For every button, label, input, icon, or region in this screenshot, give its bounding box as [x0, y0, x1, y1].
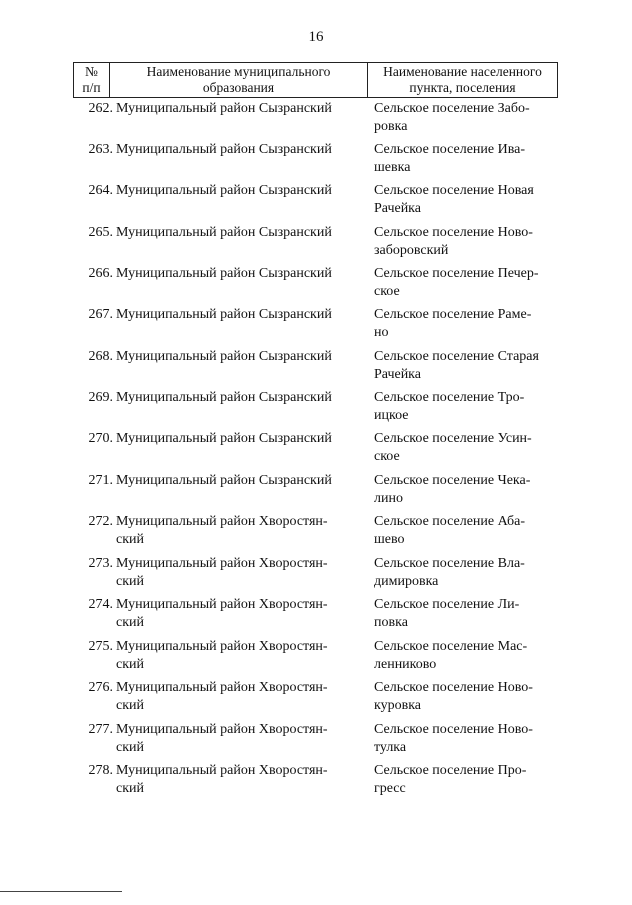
table-row [73, 100, 558, 140]
row-number: 276. [88, 680, 113, 695]
settlement-line: Сельское поселение Печер- [374, 266, 539, 281]
municipality-line: ский [116, 574, 144, 589]
municipality-line: Муниципальный район Сызранский [116, 349, 332, 364]
row-number: 266. [88, 266, 113, 281]
settlement-line: Сельское поселение Ново- [374, 722, 533, 737]
column-header-municipality-line-1: Наименование муниципального [146, 64, 331, 79]
municipality-cell [116, 265, 366, 283]
settlement-line: Сельское поселение Ива- [374, 142, 526, 157]
municipality-line: Муниципальный район Сызранский [116, 142, 332, 157]
municipality-cell [116, 430, 366, 448]
municipality-cell [116, 762, 366, 798]
municipality-cell [116, 596, 366, 632]
settlement-line: шево [374, 532, 405, 547]
row-number: 269. [88, 390, 113, 405]
column-header-settlement [368, 63, 557, 97]
table-row [73, 389, 558, 429]
settlement-cell [374, 389, 554, 425]
column-header-settlement-line-2: пункта, поселения [409, 80, 516, 95]
municipality-line: Муниципальный район Хворостян- [116, 722, 328, 737]
table-header [73, 62, 558, 98]
row-number: 272. [88, 514, 113, 529]
settlement-cell [374, 224, 554, 260]
column-header-number [74, 63, 110, 97]
row-number: 273. [88, 556, 113, 571]
municipality-line: ский [116, 698, 144, 713]
municipality-cell [116, 224, 366, 242]
settlement-cell [374, 638, 554, 674]
settlement-line: Сельское поселение Вла- [374, 556, 525, 571]
row-number: 268. [88, 349, 113, 364]
municipality-cell [116, 638, 366, 674]
settlement-line: повка [374, 615, 408, 630]
municipality-line: Муниципальный район Сызранский [116, 101, 332, 116]
municipality-line: Муниципальный район Сызранский [116, 390, 332, 405]
row-number: 264. [88, 183, 113, 198]
settlement-line: Сельское поселение Старая [374, 349, 539, 364]
table-row [73, 224, 558, 264]
settlement-cell [374, 306, 554, 342]
table-row [73, 472, 558, 512]
municipality-cell [116, 141, 366, 159]
row-number: 271. [88, 473, 113, 488]
settlement-line: Сельское поселение Забо- [374, 101, 530, 116]
settlement-line: шевка [374, 160, 411, 175]
settlement-line: ское [374, 284, 400, 299]
settlement-cell [374, 265, 554, 301]
municipality-cell [116, 472, 366, 490]
settlement-line: Сельское поселение Чека- [374, 473, 531, 488]
settlement-cell [374, 100, 554, 136]
municipality-line: ский [116, 740, 144, 755]
table-row [73, 596, 558, 636]
settlement-cell [374, 182, 554, 218]
table-row [73, 513, 558, 553]
municipality-line: Муниципальный район Сызранский [116, 431, 332, 446]
municipality-cell [116, 555, 366, 591]
settlement-cell [374, 762, 554, 798]
settlement-line: гресс [374, 781, 406, 796]
page-number: 16 [308, 29, 324, 45]
table-row [73, 306, 558, 346]
municipality-line: Муниципальный район Сызранский [116, 307, 332, 322]
municipality-cell [116, 306, 366, 324]
settlement-line: Сельское поселение Тро- [374, 390, 525, 405]
settlement-cell [374, 141, 554, 177]
settlement-line: Рачейка [374, 201, 421, 216]
table-row [73, 265, 558, 305]
municipality-line: Муниципальный район Хворостян- [116, 556, 328, 571]
row-number: 265. [88, 225, 113, 240]
table-row [73, 555, 558, 595]
settlement-line: куровка [374, 698, 422, 713]
settlement-cell [374, 472, 554, 508]
column-header-municipality [110, 63, 368, 97]
municipality-cell [116, 513, 366, 549]
settlement-cell [374, 513, 554, 549]
municipality-line: Муниципальный район Хворостян- [116, 639, 328, 654]
column-header-settlement-line-1: Наименование населенного [383, 64, 542, 79]
settlement-line: Сельское поселение Ли- [374, 597, 520, 612]
footer-divider [0, 891, 122, 892]
municipality-cell [116, 679, 366, 715]
settlement-cell [374, 679, 554, 715]
municipality-line: Муниципальный район Сызранский [116, 183, 332, 198]
table-row [73, 638, 558, 678]
row-number: 267. [88, 307, 113, 322]
settlement-cell [374, 721, 554, 757]
settlement-line: Сельское поселение Ново- [374, 680, 533, 695]
settlement-line: ское [374, 449, 400, 464]
municipality-cell [116, 182, 366, 200]
settlement-line: ицкое [374, 408, 409, 423]
table-row [73, 762, 558, 802]
settlement-line: димировка [374, 574, 439, 589]
table-row [73, 430, 558, 470]
municipality-line: ский [116, 781, 144, 796]
municipality-cell [116, 721, 366, 757]
table-row [73, 679, 558, 719]
column-header-number-line-1: № [85, 64, 98, 79]
municipality-line: ский [116, 657, 144, 672]
row-number: 262. [88, 101, 113, 116]
row-number: 277. [88, 722, 113, 737]
row-number: 278. [88, 763, 113, 778]
row-number: 275. [88, 639, 113, 654]
row-number: 263. [88, 142, 113, 157]
column-header-municipality-line-2: образования [202, 80, 275, 95]
settlement-line: Сельское поселение Усин- [374, 431, 532, 446]
settlement-line: Сельское поселение Аба- [374, 514, 526, 529]
settlement-line: тулка [374, 740, 407, 755]
municipality-cell [116, 389, 366, 407]
settlement-line: ленниково [374, 657, 437, 672]
column-header-number-line-2: п/п [82, 80, 101, 95]
municipality-line: Муниципальный район Хворостян- [116, 514, 328, 529]
settlement-cell [374, 430, 554, 466]
table-row [73, 182, 558, 222]
municipality-line: Муниципальный район Сызранский [116, 225, 332, 240]
municipality-line: Муниципальный район Сызранский [116, 473, 332, 488]
table-row [73, 141, 558, 181]
municipality-line: ский [116, 532, 144, 547]
settlement-cell [374, 555, 554, 591]
settlement-line: но [374, 325, 389, 340]
settlement-line: ровка [374, 119, 408, 134]
settlement-line: лино [374, 491, 403, 506]
municipality-line: Муниципальный район Хворостян- [116, 597, 328, 612]
municipality-cell [116, 348, 366, 366]
table-row [73, 348, 558, 388]
municipality-cell [116, 100, 366, 118]
settlement-cell [374, 596, 554, 632]
municipality-line: ский [116, 615, 144, 630]
settlement-line: Сельское поселение Про- [374, 763, 527, 778]
row-number: 274. [88, 597, 113, 612]
settlement-line: заборовский [374, 243, 449, 258]
settlement-line: Сельское поселение Ново- [374, 225, 533, 240]
municipality-line: Муниципальный район Сызранский [116, 266, 332, 281]
settlement-line: Рачейка [374, 367, 421, 382]
settlement-line: Сельское поселение Новая [374, 183, 534, 198]
table-row [73, 721, 558, 761]
settlement-line: Сельское поселение Мас- [374, 639, 528, 654]
settlement-cell [374, 348, 554, 384]
municipality-line: Муниципальный район Хворостян- [116, 680, 328, 695]
settlement-line: Сельское поселение Раме- [374, 307, 532, 322]
municipality-line: Муниципальный район Хворостян- [116, 763, 328, 778]
row-number: 270. [88, 431, 113, 446]
